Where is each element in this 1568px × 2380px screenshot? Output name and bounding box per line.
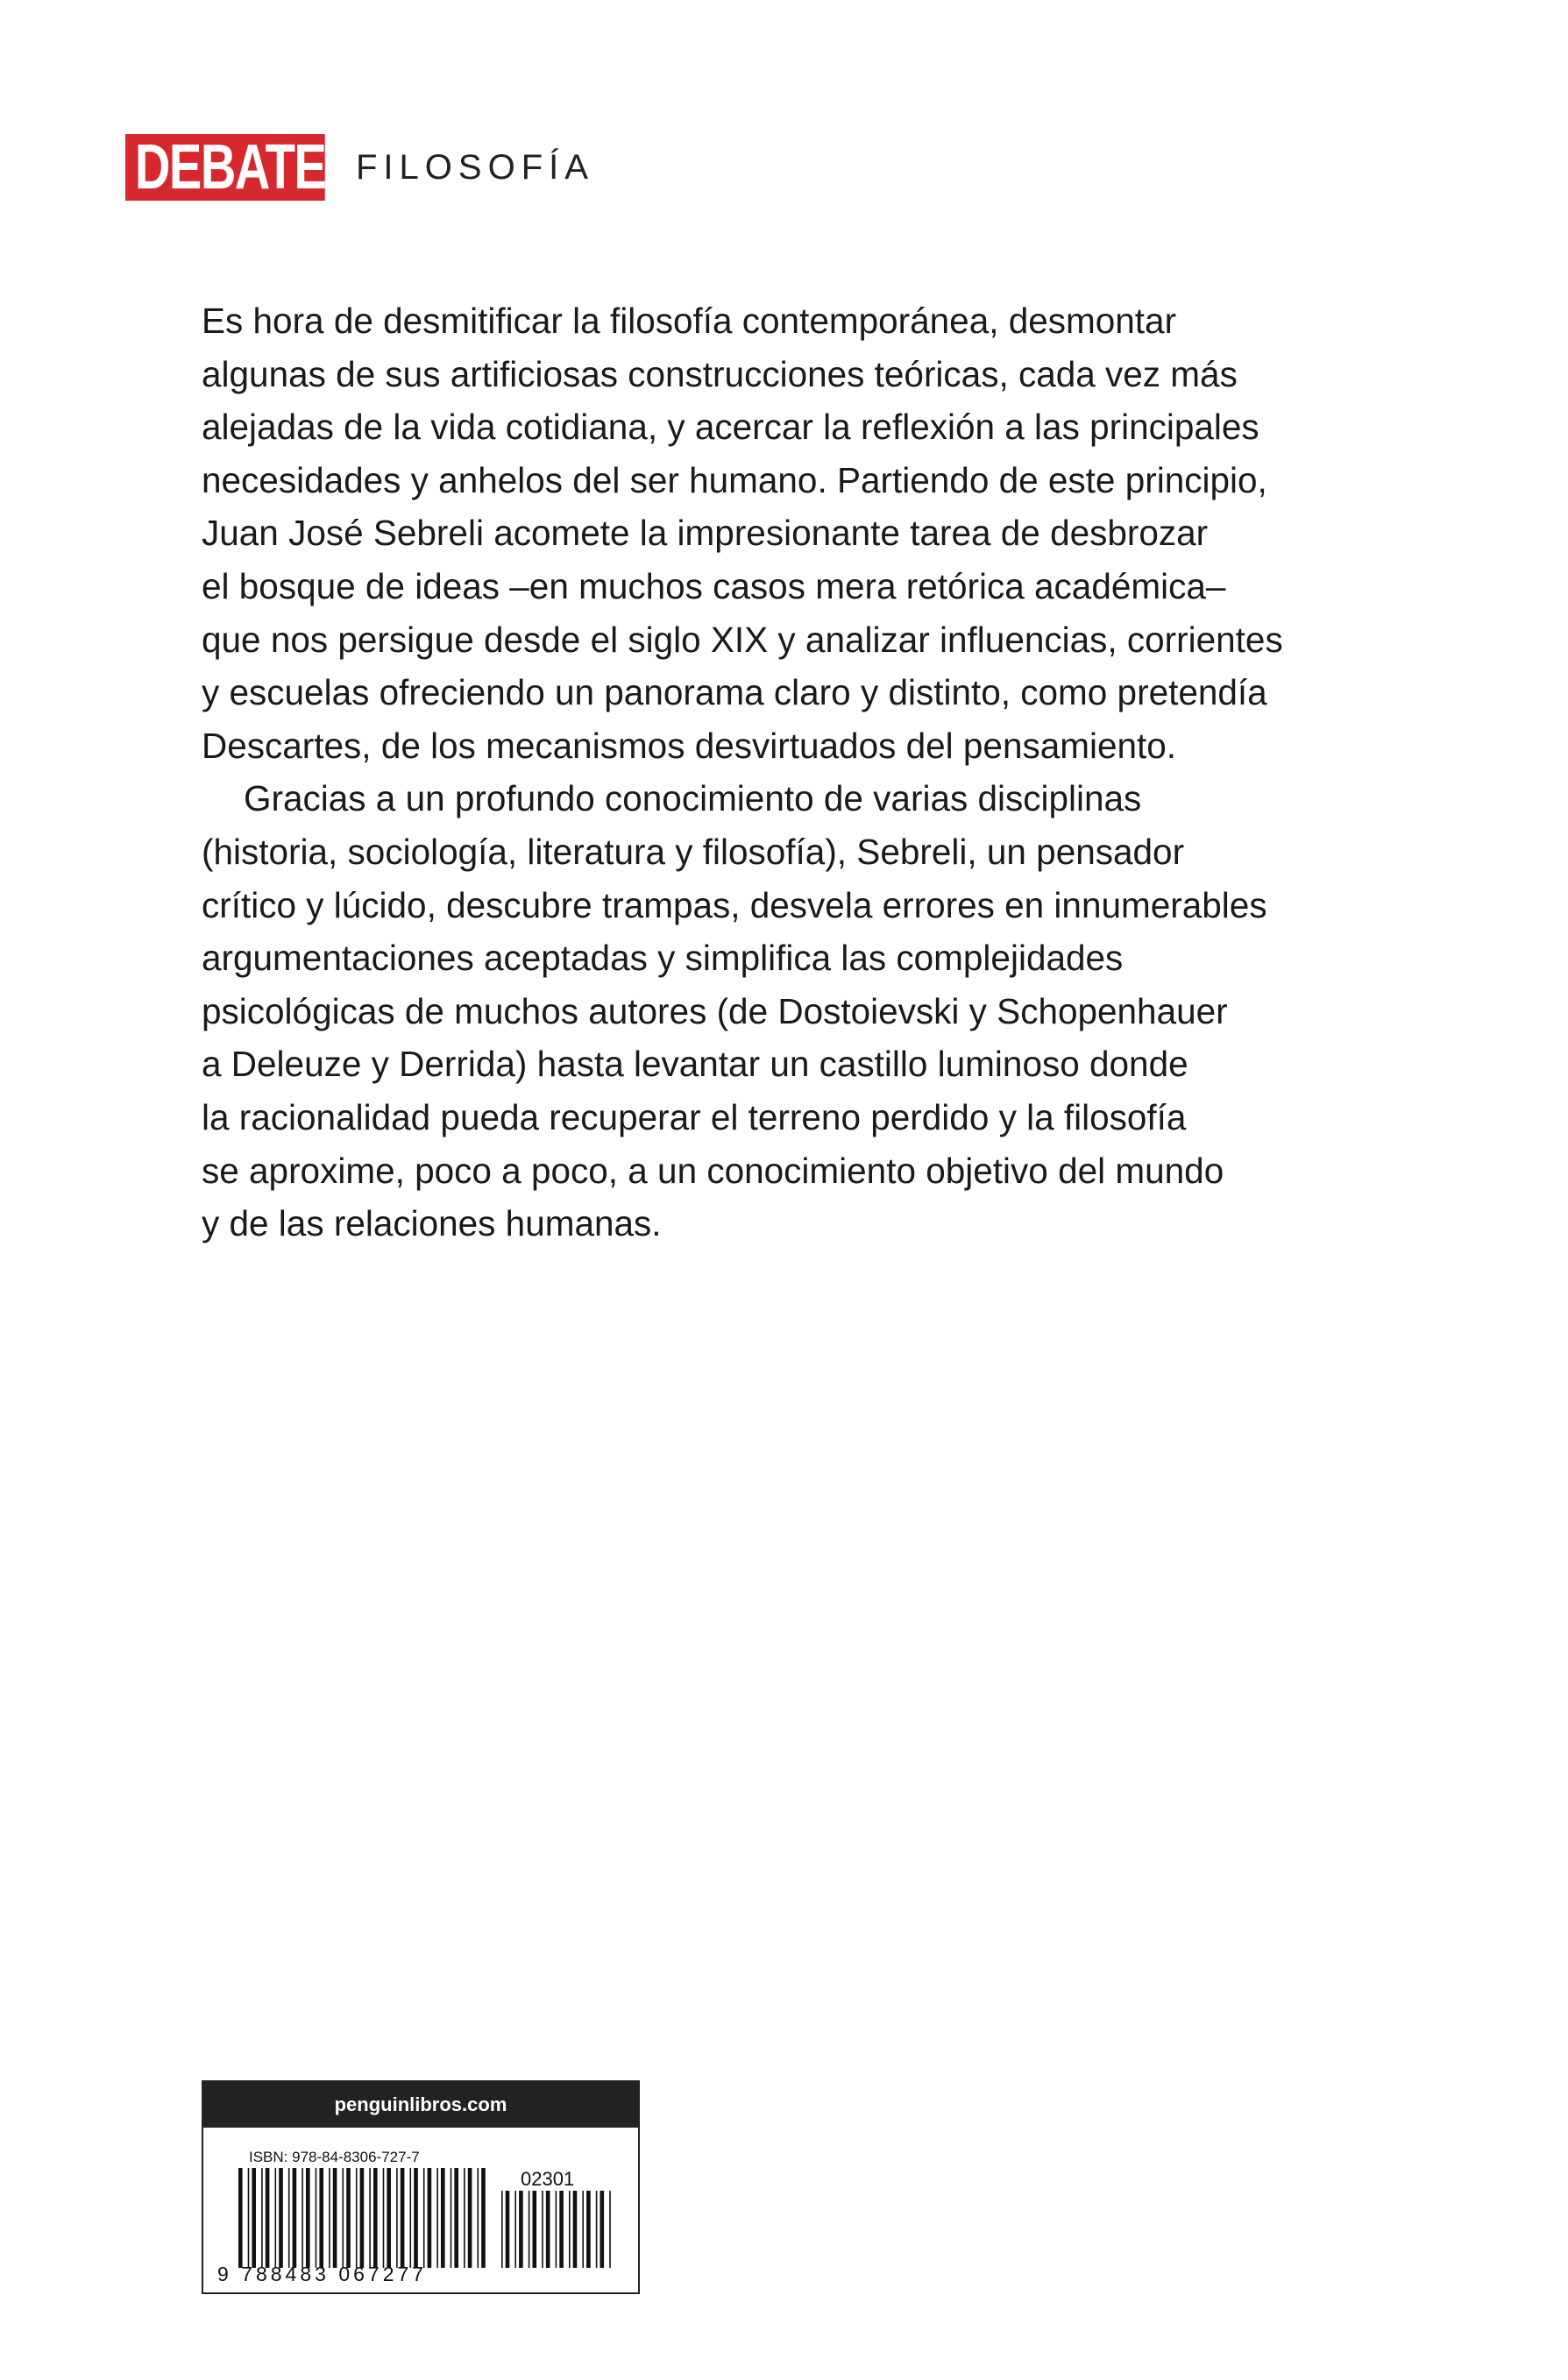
publisher-website: penguinlibros.com — [203, 2082, 638, 2128]
blurb-line: crítico y lúcido, descubre trampas, desvela errores en innumerables — [202, 884, 1267, 925]
blurb-line: algunas de sus artificiosas construcciones teóricas, cada vez más — [202, 353, 1238, 394]
blurb-line: alejadas de la vida cotidiana, y acercar la reflexión a las principales — [202, 407, 1259, 448]
blurb-line: Gracias a un profundo conocimiento de varias disciplinas — [244, 778, 1142, 819]
blurb-line: la racionalidad pueda recuperar el terreno perdido y la filosofía — [202, 1096, 1187, 1137]
barcode-panel — [202, 2080, 640, 2294]
blurb-line: necesidades y anhelos del ser humano. Partiendo de este principio, — [202, 459, 1267, 500]
publisher-header — [125, 132, 594, 202]
blurb-line: Juan José Sebreli acomete la impresionante tarea de desbrozar — [202, 513, 1209, 554]
blurb-line: Descartes, de los mecanismos desvirtuados del pensamiento. — [202, 725, 1177, 766]
blurb-line: Es hora de desmitificar la filosofía contemporánea, desmontar — [202, 301, 1177, 341]
addon-code: 02301 — [521, 2168, 575, 2190]
blurb-line: y de las relaciones humanas. — [202, 1203, 662, 1244]
blurb-line: psicológicas de muchos autores (de Dostoievski y Schopenhauer — [202, 990, 1228, 1031]
collection-label: FILOSOFÍA — [356, 147, 594, 187]
blurb-line: el bosque de ideas –en muchos casos mera retórica académica– — [202, 565, 1226, 606]
blurb-line: y escuelas ofreciendo un panorama claro y distinto, como pretendía — [202, 672, 1267, 713]
blurb-line: que nos persigue desde el siglo XIX y analizar influencias, corrientes — [202, 619, 1283, 660]
blurb-line: a Deleuze y Derrida) hasta levantar un castillo luminoso donde — [202, 1044, 1188, 1085]
back-cover-blurb — [202, 294, 1394, 1250]
blurb-paragraph-1 — [202, 294, 1394, 772]
blurb-line: argumentaciones aceptadas y simplifica las complejidades — [202, 938, 1124, 979]
blurb-paragraph-2 — [202, 772, 1394, 1250]
blurb-line: se aproxime, poco a poco, a un conocimiento objetivo del mundo — [202, 1150, 1224, 1191]
publisher-logo: DEBATE — [125, 134, 325, 201]
blurb-line: (historia, sociología, literatura y filosofía), Sebreli, un pensador — [202, 831, 1185, 872]
isbn-label: ISBN: 978-84-8306-727-7 — [249, 2149, 420, 2165]
ean-digits: 9 788483 067277 — [217, 2263, 428, 2285]
